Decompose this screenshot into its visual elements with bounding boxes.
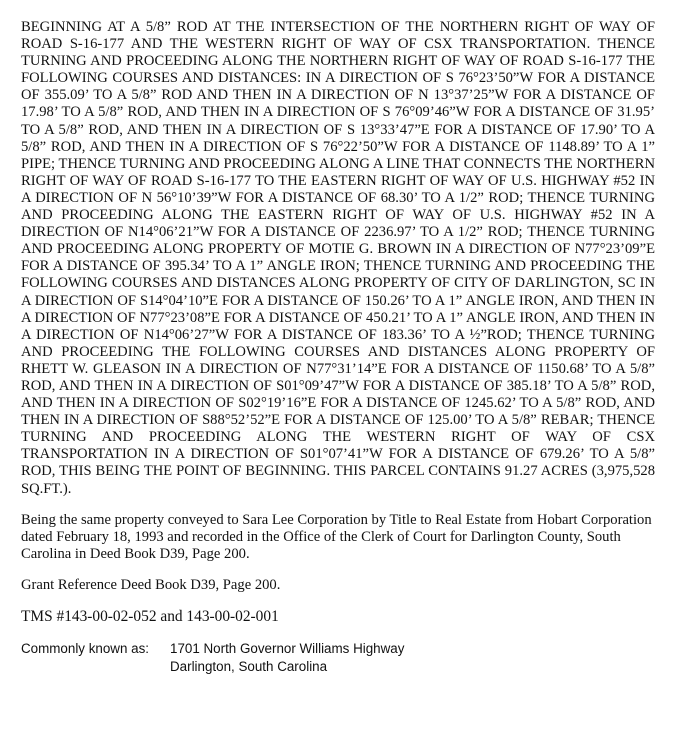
deed-document <box>21 19 655 675</box>
address-line-2: Darlington, South Carolina <box>170 658 328 674</box>
conveyance-paragraph: Being the same property conveyed to Sara Lee Corporation by Title to Real Estate from Hobart Corporation dated February 18, 1993 and recorded in the Office of the Clerk of Court for Darlington County, South Carolina in Deed Book D39, Page 200. <box>21 511 652 562</box>
grant-reference: Grant Reference Deed Book D39, Page 200. <box>21 576 281 593</box>
property-address <box>170 640 404 675</box>
commonly-known-as-block <box>21 640 655 675</box>
legal-description-paragraph: BEGINNING AT A 5/8” ROD AT THE INTERSECTION OF THE NORTHERN RIGHT OF WAY OF ROAD S-16-177 AND THE WESTERN RIGHT OF WAY OF CSX TRANSPORTATION. THENCE TURNING AND PROCEEDING ALONG THE NORTHERN RIGHT OF WAY OF ROAD S-16-177 THE FOLLOWING COURSES AND DISTANCES: IN A DIRECTION OF S 76°23’50”W FOR A DISTANCE OF 355.09’ TO A 5/8” ROD AND THEN IN A DIRECTION OF N 13°37’25”W FOR A DISTANCE OF 17.98’ TO A 5/8” ROD, AND THEN IN A DIRECTION OF S 76°09’46”W FOR A DISTANCE OF 31.95’ TO A 5/8” ROD, AND THEN IN A DIRECTION OF S 13°33’47”E FOR A DISTANCE OF 17.90’ TO A 5/8” ROD, AND THEN IN A DIRECTION OF S 76°22’50”W FOR A DISTANCE OF 1148.89’ TO A 1” PIPE; THENCE TURNING AND PROCEEDING ALONG A LINE THAT CONNECTS THE NORTHERN RIGHT OF WAY OF ROAD S-16-177 TO THE EASTERN RIGHT OF WAY OF U.S. HIGHWAY #52 IN A DIRECTION OF N 56°10’39”W FOR A DISTANCE OF 68.30’ TO A 1/2” ROD; THENCE TURNING AND PROCEEDING ALONG THE EASTERN RIGHT OF WAY OF U.S. HIGHWAY #52 IN A DIRECTION OF N14°06’21”W FOR A DISTANCE OF 2236.97’ TO A 1/2” ROD; THENCE TURNING AND PROCEEDING ALONG PROPERTY OF MOTIE G. BROWN IN A DIRECTION OF N77°23’09”E FOR A DISTANCE OF 395.34’ TO A 1” ANGLE IRON; THENCE TURNING AND PROCEEDING THE FOLLOWING COURSES AND DISTANCES ALONG PROPERTY OF CITY OF DARLINGTON, SC IN A DIRECTION OF S14°04’10”E FOR A DISTANCE OF 150.26’ TO A 1” ANGLE IRON, AND THEN IN A DIRECTION OF N77°23’08”E FOR A DISTANCE OF 450.21’ TO A 1” ANGLE IRON, AND THEN IN A DIRECTION OF N14°06’27”W FOR A DISTANCE OF 183.36’ TO A ½”ROD; THENCE TURNING AND PROCEEDING THE FOLLOWING COURSES AND DISTANCES ALONG PROPERTY OF RHETT W. GLEASON IN A DIRECTION OF N77°31’14”E FOR A DISTANCE OF 1150.68’ TO A 5/8” ROD, AND THEN IN A DIRECTION OF S01°09’47”W FOR A DISTANCE OF 385.18’ TO A 5/8” ROD, AND THEN IN A DIRECTION OF S02°19’16”E FOR A DISTANCE OF 1245.62’ TO A 5/8” ROD, AND THEN IN A DIRECTION OF S88°52’52”E FOR A DISTANCE OF 125.00’ TO A 5/8” REBAR; THENCE TURNING AND PROCEEDING ALONG THE WESTERN RIGHT OF WAY OF CSX TRANSPORTATION IN A DIRECTION OF S01°07’41”W FOR A DISTANCE OF 679.26’ TO A 5/8” ROD, THIS BEING THE POINT OF BEGINNING. THIS PARCEL CONTAINS 91.27 ACRES (3,975,528 SQ.FT.). <box>21 19 655 497</box>
commonly-known-label: Commonly known as: <box>21 641 150 656</box>
tms-numbers: TMS #143-00-02-052 and 143-00-02-001 <box>21 608 279 625</box>
address-line-1: 1701 North Governor Williams Highway <box>170 641 405 656</box>
